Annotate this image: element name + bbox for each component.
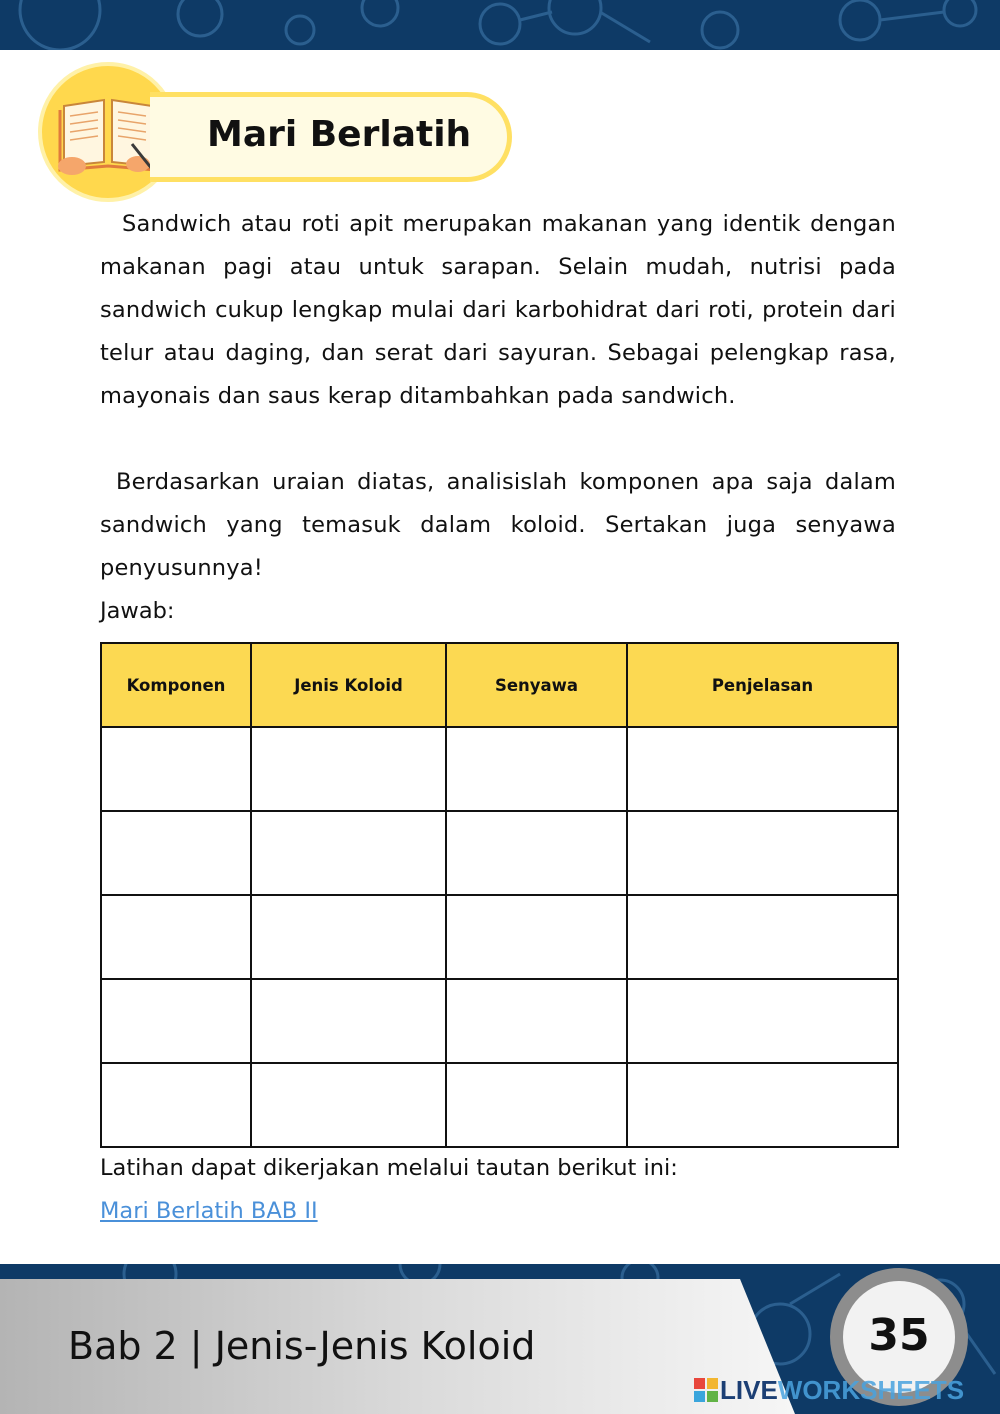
answer-cell[interactable] — [627, 1063, 898, 1147]
intro-paragraph: Sandwich atau roti apit merupakan makanan yang identik dengan makanan pagi atau untuk sarapan. Selain mudah, nutrisi pada sandwich cukup lengkap mulai dari karbohidrat dari roti, protein dari telur atau daging, dan serat dari sayuran. Sebagai pelengkap rasa, mayonais dan saus kerap ditambahkan pada sandwich. — [100, 211, 896, 409]
answer-cell[interactable] — [101, 1063, 251, 1147]
answer-cell[interactable] — [446, 1063, 627, 1147]
table-header-row — [101, 643, 898, 727]
liveworksheets-logo-icon — [694, 1378, 718, 1402]
answer-cell[interactable] — [627, 727, 898, 811]
answer-cell[interactable] — [251, 811, 446, 895]
header-senyawa: Senyawa — [446, 643, 627, 727]
answer-cell[interactable] — [446, 979, 627, 1063]
answer-cell[interactable] — [101, 727, 251, 811]
answer-cell[interactable] — [446, 811, 627, 895]
answer-cell[interactable] — [446, 895, 627, 979]
answer-cell[interactable] — [101, 979, 251, 1063]
liveworksheets-watermark — [694, 1372, 964, 1408]
answer-cell[interactable] — [251, 979, 446, 1063]
answer-cell[interactable] — [627, 811, 898, 895]
answer-cell[interactable] — [251, 895, 446, 979]
molecule-pattern-icon — [0, 0, 1000, 50]
answer-cell[interactable] — [251, 727, 446, 811]
question-paragraph: Berdasarkan uraian diatas, analisislah komponen apa saja dalam sandwich yang temasuk dalam koloid. Sertakan juga senyawa penyusunnya! — [100, 469, 896, 581]
table-row — [101, 811, 898, 895]
page-number: 35 — [868, 1310, 930, 1361]
table-row — [101, 727, 898, 811]
answer-cell[interactable] — [251, 1063, 446, 1147]
table-row — [101, 1063, 898, 1147]
exercise-link[interactable]: Mari Berlatih BAB II — [100, 1198, 318, 1224]
answer-label: Jawab: — [100, 598, 175, 624]
link-intro-text: Latihan dapat dikerjakan melalui tautan berikut ini: — [100, 1155, 678, 1181]
answer-cell[interactable] — [627, 895, 898, 979]
chapter-label: Bab 2 | Jenis-Jenis Koloid — [68, 1324, 536, 1368]
table-row — [101, 979, 898, 1063]
watermark-live: LIVE — [720, 1374, 778, 1405]
answer-cell[interactable] — [101, 895, 251, 979]
top-decorative-band — [0, 0, 1000, 50]
answer-cell[interactable] — [446, 727, 627, 811]
answer-cell[interactable] — [627, 979, 898, 1063]
header-jenis-koloid: Jenis Koloid — [251, 643, 446, 727]
header-komponen: Komponen — [101, 643, 251, 727]
watermark-worksheets: WORKSHEETS — [777, 1374, 965, 1405]
page-title: Mari Berlatih — [207, 114, 472, 155]
answer-table — [100, 642, 899, 1148]
answer-cell[interactable] — [101, 811, 251, 895]
table-row — [101, 895, 898, 979]
header-penjelasan: Penjelasan — [627, 643, 898, 727]
